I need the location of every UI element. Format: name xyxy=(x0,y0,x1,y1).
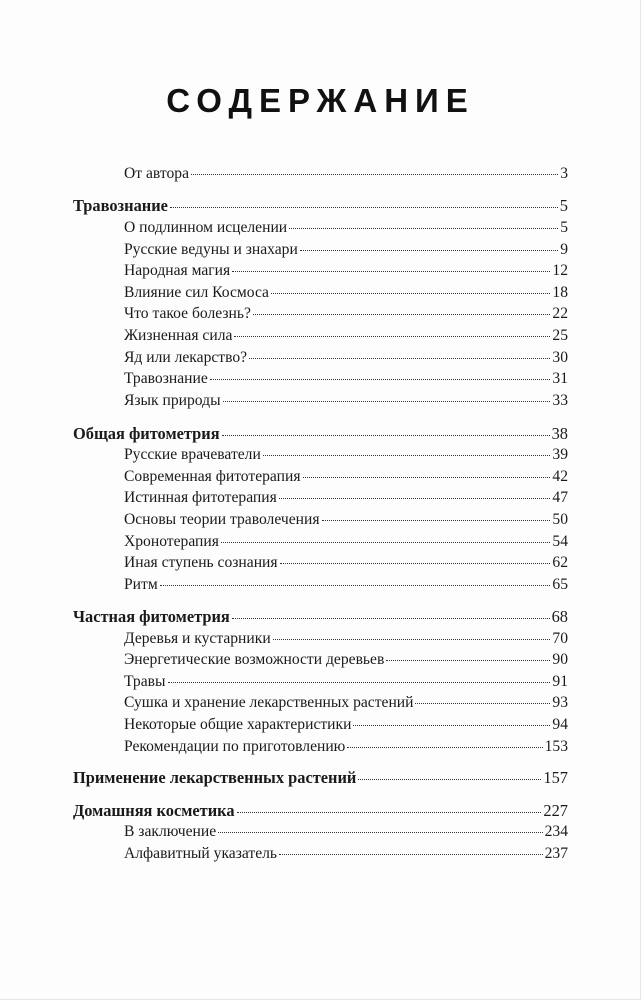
leader-dots xyxy=(218,832,542,833)
toc-entry[interactable] xyxy=(124,304,568,324)
toc-entry-label: Энергетические возможности деревьев xyxy=(124,651,385,668)
toc-section-page: 38 xyxy=(551,424,568,443)
leader-dots xyxy=(273,639,551,640)
toc-entry-page: 12 xyxy=(552,262,568,279)
leader-dots xyxy=(358,779,541,780)
toc-entry-label: Народная магия xyxy=(124,262,231,279)
toc-entry-page: 33 xyxy=(552,392,568,409)
toc-entry-label: Алфавитный указатель xyxy=(124,845,278,862)
leader-dots xyxy=(353,725,550,726)
toc-entry-page: 153 xyxy=(544,738,568,755)
toc-entry-page: 42 xyxy=(552,468,568,485)
leader-dots xyxy=(221,542,551,543)
leader-dots xyxy=(222,435,550,436)
toc-entry[interactable] xyxy=(124,488,568,508)
leader-dots xyxy=(271,293,550,294)
toc-entry-label: Иная ступень сознания xyxy=(124,554,278,571)
leader-dots xyxy=(232,618,550,619)
toc-entry-label: Влияние сил Космоса xyxy=(124,284,269,301)
toc-entry-label: Язык природы xyxy=(124,392,221,409)
toc-entry[interactable] xyxy=(124,629,568,649)
leader-dots xyxy=(191,174,558,175)
toc-entry[interactable] xyxy=(124,240,568,260)
toc-entry[interactable] xyxy=(124,283,568,303)
leader-dots xyxy=(322,520,551,521)
toc-section-page: 227 xyxy=(543,801,568,820)
toc-entry-label: Русские ведуны и знахари xyxy=(124,241,298,258)
leader-dots xyxy=(279,498,551,499)
leader-dots xyxy=(223,401,551,402)
toc-entry-page: 30 xyxy=(552,349,568,366)
toc-entry[interactable] xyxy=(124,822,568,842)
page-title: СОДЕРЖАНИЕ xyxy=(166,82,475,119)
toc-entry-page: 91 xyxy=(552,673,568,690)
toc-entry-page: 62 xyxy=(552,554,568,571)
toc-entry-page: 93 xyxy=(552,694,568,711)
toc-entry[interactable] xyxy=(124,693,568,713)
toc-entry-label: Травы xyxy=(124,673,166,690)
toc-entry[interactable] xyxy=(124,467,568,487)
toc-entry-page: 234 xyxy=(544,823,568,840)
toc-section[interactable] xyxy=(73,424,568,444)
toc-entry[interactable] xyxy=(124,445,568,465)
leader-dots xyxy=(386,660,550,661)
toc-entry-page: 65 xyxy=(552,576,568,593)
toc-entry[interactable] xyxy=(124,553,568,573)
toc-section-label: Домашняя косметика xyxy=(73,801,235,820)
toc-section-page: 5 xyxy=(559,196,568,215)
leader-dots xyxy=(232,271,550,272)
toc-entry[interactable] xyxy=(124,715,568,735)
toc-entry[interactable] xyxy=(124,326,568,346)
leader-dots xyxy=(415,703,550,704)
toc-entry-label: Хронотерапия xyxy=(124,533,219,550)
leader-dots xyxy=(237,812,542,813)
toc-section-label: Частная фитометрия xyxy=(73,607,230,626)
toc-entry-label: Истинная фитотерапия xyxy=(124,489,277,506)
leader-dots xyxy=(160,585,551,586)
toc-section[interactable] xyxy=(73,196,568,216)
toc-entry-label: Деревья и кустарники xyxy=(124,630,271,647)
leader-dots xyxy=(300,250,558,251)
toc-entry-page: 3 xyxy=(560,165,568,182)
toc-entry-label: Жизненная сила xyxy=(124,327,233,344)
leader-dots xyxy=(263,455,551,456)
toc-entry-label: Сушка и хранение лекарственных растений xyxy=(124,694,414,711)
toc-entry-label: Что такое болезнь? xyxy=(124,305,251,322)
toc-entry-page: 50 xyxy=(552,511,568,528)
toc-entry[interactable] xyxy=(124,737,568,757)
toc-entry-label: Русские врачеватели xyxy=(124,446,261,463)
toc-entry-label: Ритм xyxy=(124,576,158,593)
toc-entry-page: 31 xyxy=(552,370,568,387)
leader-dots xyxy=(253,314,550,315)
toc-entry-page: 18 xyxy=(552,284,568,301)
toc-entry-label: Некоторые общие характеристики xyxy=(124,716,352,733)
leader-dots xyxy=(303,477,551,478)
toc-entry-page: 94 xyxy=(552,716,568,733)
toc-entry-page: 9 xyxy=(560,241,568,258)
toc-entry[interactable] xyxy=(124,369,568,389)
leader-dots xyxy=(347,747,542,748)
toc-section-label: Травознание xyxy=(73,196,168,215)
toc-section-label: Применение лекарственных растений xyxy=(73,768,357,787)
toc-entry[interactable] xyxy=(124,575,568,595)
leader-dots xyxy=(249,358,550,359)
toc-section[interactable] xyxy=(73,768,568,788)
toc-section[interactable] xyxy=(73,607,568,627)
toc-entry-page: 25 xyxy=(552,327,568,344)
toc-entry-label: Основы теории траволечения xyxy=(124,511,320,528)
toc-entry-page: 237 xyxy=(544,845,568,862)
leader-dots xyxy=(280,563,551,564)
toc-entry[interactable] xyxy=(124,348,568,368)
toc-entry[interactable] xyxy=(124,391,568,411)
toc-entry-page: 90 xyxy=(552,651,568,668)
toc-section-page: 68 xyxy=(551,607,568,626)
toc-entry-label: О подлинном исцелении xyxy=(124,219,288,236)
toc-entry-label: Яд или лекарство? xyxy=(124,349,248,366)
leader-dots xyxy=(168,682,551,683)
toc-entry-label: Травознание xyxy=(124,370,208,387)
toc-entry[interactable] xyxy=(124,261,568,281)
toc-entry-page: 47 xyxy=(552,489,568,506)
toc-entry[interactable] xyxy=(124,672,568,692)
toc-entry[interactable] xyxy=(124,164,568,184)
toc-entry[interactable] xyxy=(124,650,568,670)
toc-section-label: Общая фитометрия xyxy=(73,424,220,443)
toc-entry-page: 39 xyxy=(552,446,568,463)
toc-section-page: 157 xyxy=(543,768,568,787)
leader-dots xyxy=(289,228,558,229)
leader-dots xyxy=(279,854,543,855)
toc-entry[interactable] xyxy=(124,532,568,552)
toc-section[interactable] xyxy=(73,801,568,821)
toc-entry-page: 70 xyxy=(552,630,568,647)
toc-entry-page: 54 xyxy=(552,533,568,550)
toc-entry-label: От автора xyxy=(124,165,189,182)
toc-entry-page: 5 xyxy=(560,219,568,236)
toc-entry-label: Современная фитотерапия xyxy=(124,468,301,485)
toc-entry[interactable] xyxy=(124,844,568,864)
leader-dots xyxy=(210,379,551,380)
leader-dots xyxy=(170,207,558,208)
leader-dots xyxy=(234,336,550,337)
toc-entry-page: 22 xyxy=(552,305,568,322)
toc-entry[interactable] xyxy=(124,510,568,530)
toc-entry-label: Рекомендации по приготовлению xyxy=(124,738,346,755)
toc-entry-label: В заключение xyxy=(124,823,217,840)
toc-entry[interactable] xyxy=(124,218,568,238)
